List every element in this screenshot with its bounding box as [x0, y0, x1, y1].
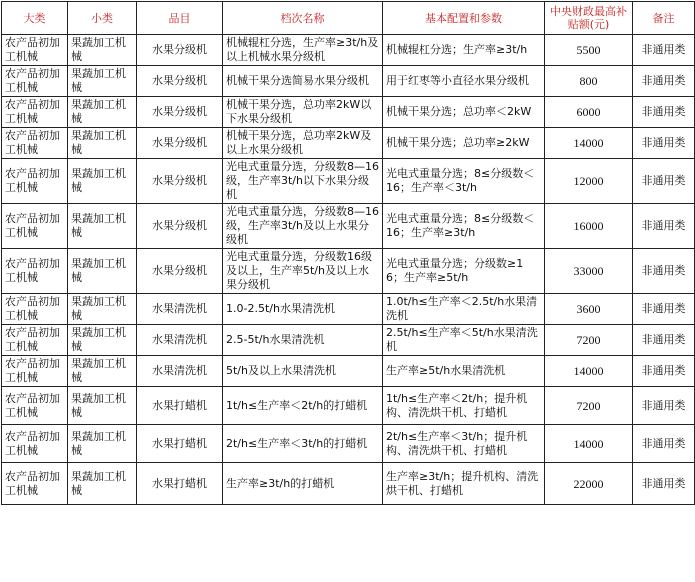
row-subcategory: 果蔬加工机械 — [68, 356, 137, 387]
row-remark: 非通用类 — [633, 387, 695, 425]
row-subcategory: 果蔬加工机械 — [68, 35, 137, 66]
header-config: 基本配置和参数 — [383, 2, 545, 35]
row-subsidy: 12000 — [545, 159, 633, 204]
row-category: 农产品初加工机械 — [2, 325, 68, 356]
header-row — [2, 2, 695, 35]
row-grade-name: 5t/h及以上水果清洗机 — [223, 356, 383, 387]
row-item: 水果清洗机 — [137, 356, 223, 387]
row-subsidy: 14000 — [545, 356, 633, 387]
row-config: 2t/h≤生产率＜3t/h；提升机构、清洗烘干机、打蜡机 — [383, 425, 545, 463]
subsidy-table — [1, 1, 695, 505]
row-config: 用于红枣等小直径水果分级机 — [383, 66, 545, 97]
row-remark: 非通用类 — [633, 97, 695, 128]
row-remark: 非通用类 — [633, 325, 695, 356]
row-category: 农产品初加工机械 — [2, 204, 68, 249]
row-category: 农产品初加工机械 — [2, 463, 68, 505]
row-subsidy: 6000 — [545, 97, 633, 128]
table-row — [2, 35, 695, 66]
row-subsidy: 5500 — [545, 35, 633, 66]
row-subcategory: 果蔬加工机械 — [68, 204, 137, 249]
row-item: 水果清洗机 — [137, 325, 223, 356]
row-subsidy: 7200 — [545, 387, 633, 425]
row-grade-name: 机械干果分选，总功率2kW以下水果分级机 — [223, 97, 383, 128]
row-grade-name: 机械辊杠分选，生产率≥3t/h及以上机械水果分级机 — [223, 35, 383, 66]
row-category: 农产品初加工机械 — [2, 128, 68, 159]
row-remark: 非通用类 — [633, 463, 695, 505]
row-category: 农产品初加工机械 — [2, 387, 68, 425]
header-remark: 备注 — [633, 2, 695, 35]
table-row — [2, 249, 695, 294]
row-subcategory: 果蔬加工机械 — [68, 249, 137, 294]
row-item: 水果清洗机 — [137, 294, 223, 325]
row-subcategory: 果蔬加工机械 — [68, 463, 137, 505]
row-item: 水果分级机 — [137, 35, 223, 66]
table-row — [2, 356, 695, 387]
table-row — [2, 97, 695, 128]
header-subcategory: 小类 — [68, 2, 137, 35]
row-grade-name: 生产率≥3t/h的打蜡机 — [223, 463, 383, 505]
row-subcategory: 果蔬加工机械 — [68, 325, 137, 356]
header-grade-name: 档次名称 — [223, 2, 383, 35]
row-grade-name: 2.5-5t/h水果清洗机 — [223, 325, 383, 356]
header-subsidy: 中央财政最高补贴额(元) — [545, 2, 633, 35]
row-subsidy: 800 — [545, 66, 633, 97]
table-row — [2, 294, 695, 325]
row-grade-name: 1t/h≤生产率＜2t/h的打蜡机 — [223, 387, 383, 425]
row-subcategory: 果蔬加工机械 — [68, 128, 137, 159]
row-item: 水果分级机 — [137, 97, 223, 128]
table-row — [2, 128, 695, 159]
row-remark: 非通用类 — [633, 66, 695, 97]
row-remark: 非通用类 — [633, 128, 695, 159]
table-body — [2, 35, 695, 505]
row-remark: 非通用类 — [633, 249, 695, 294]
row-config: 光电式重量分选；分级数≥16；生产率≥5t/h — [383, 249, 545, 294]
row-config: 2.5t/h≤生产率＜5t/h水果清洗机 — [383, 325, 545, 356]
table-row — [2, 463, 695, 505]
row-subcategory: 果蔬加工机械 — [68, 159, 137, 204]
row-subcategory: 果蔬加工机械 — [68, 294, 137, 325]
header-category: 大类 — [2, 2, 68, 35]
row-grade-name: 光电式重量分选，分级数16级及以上，生产率5t/h及以上水果分级机 — [223, 249, 383, 294]
row-item: 水果打蜡机 — [137, 387, 223, 425]
table-row — [2, 387, 695, 425]
row-item: 水果分级机 — [137, 66, 223, 97]
row-subcategory: 果蔬加工机械 — [68, 425, 137, 463]
row-grade-name: 2t/h≤生产率＜3t/h的打蜡机 — [223, 425, 383, 463]
row-subsidy: 22000 — [545, 463, 633, 505]
row-subsidy: 14000 — [545, 425, 633, 463]
row-subsidy: 14000 — [545, 128, 633, 159]
row-remark: 非通用类 — [633, 204, 695, 249]
row-subsidy: 3600 — [545, 294, 633, 325]
row-config: 1t/h≤生产率＜2t/h；提升机构、清洗烘干机、打蜡机 — [383, 387, 545, 425]
row-subsidy: 7200 — [545, 325, 633, 356]
row-remark: 非通用类 — [633, 35, 695, 66]
row-config: 生产率≥3t/h；提升机构、清洗烘干机、打蜡机 — [383, 463, 545, 505]
row-remark: 非通用类 — [633, 294, 695, 325]
row-subcategory: 果蔬加工机械 — [68, 66, 137, 97]
row-item: 水果分级机 — [137, 159, 223, 204]
row-subsidy: 33000 — [545, 249, 633, 294]
row-item: 水果打蜡机 — [137, 463, 223, 505]
row-grade-name: 机械干果分选，总功率2kW及以上水果分级机 — [223, 128, 383, 159]
row-config: 光电式重量分选；8≤分级数＜16；生产率＜3t/h — [383, 159, 545, 204]
row-item: 水果打蜡机 — [137, 425, 223, 463]
table-row — [2, 66, 695, 97]
row-item: 水果分级机 — [137, 204, 223, 249]
row-remark: 非通用类 — [633, 159, 695, 204]
table-row — [2, 325, 695, 356]
table-row — [2, 425, 695, 463]
row-grade-name: 光电式重量分选，分级数8—16级，生产率3t/h及以上水果分级机 — [223, 204, 383, 249]
row-subcategory: 果蔬加工机械 — [68, 387, 137, 425]
row-category: 农产品初加工机械 — [2, 97, 68, 128]
row-grade-name: 1.0-2.5t/h水果清洗机 — [223, 294, 383, 325]
header-item: 品目 — [137, 2, 223, 35]
row-category: 农产品初加工机械 — [2, 66, 68, 97]
row-config: 机械干果分选；总功率＜2kW — [383, 97, 545, 128]
row-config: 1.0t/h≤生产率＜2.5t/h水果清洗机 — [383, 294, 545, 325]
row-config: 生产率≥5t/h水果清洗机 — [383, 356, 545, 387]
row-config: 光电式重量分选；8≤分级数＜16；生产率≥3t/h — [383, 204, 545, 249]
row-category: 农产品初加工机械 — [2, 425, 68, 463]
row-category: 农产品初加工机械 — [2, 294, 68, 325]
row-category: 农产品初加工机械 — [2, 35, 68, 66]
row-config: 机械辊杠分选；生产率≥3t/h — [383, 35, 545, 66]
row-remark: 非通用类 — [633, 356, 695, 387]
row-item: 水果分级机 — [137, 249, 223, 294]
row-config: 机械干果分选；总功率≥2kW — [383, 128, 545, 159]
row-remark: 非通用类 — [633, 425, 695, 463]
row-category: 农产品初加工机械 — [2, 249, 68, 294]
table-row — [2, 204, 695, 249]
table-row — [2, 159, 695, 204]
row-category: 农产品初加工机械 — [2, 159, 68, 204]
row-subsidy: 16000 — [545, 204, 633, 249]
row-category: 农产品初加工机械 — [2, 356, 68, 387]
row-grade-name: 光电式重量分选，分级数8—16级，生产率3t/h以下水果分级机 — [223, 159, 383, 204]
row-grade-name: 机械干果分选简易水果分级机 — [223, 66, 383, 97]
row-item: 水果分级机 — [137, 128, 223, 159]
row-subcategory: 果蔬加工机械 — [68, 97, 137, 128]
